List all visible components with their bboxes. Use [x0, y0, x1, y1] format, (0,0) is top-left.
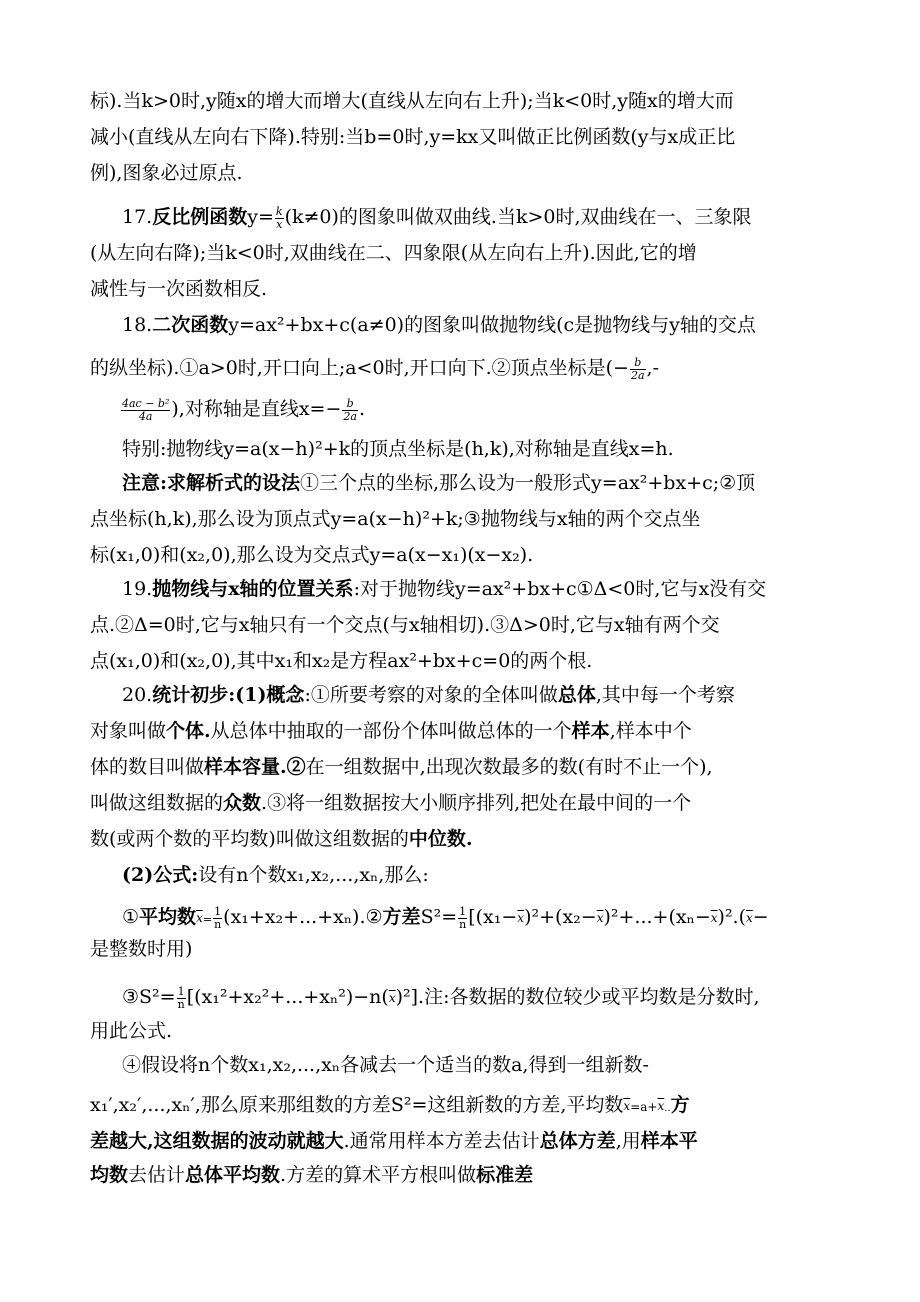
numerator: 1 [459, 904, 467, 918]
denominator: n [214, 917, 222, 931]
text: ④假设将n个数x₁,x₂,...,xₙ各减去一个适当的数a,得到一组新数- [122, 1054, 649, 1076]
special-note [122, 437, 674, 461]
section-20-line-2 [90, 719, 692, 743]
term-total: 总体 [557, 684, 596, 706]
text: )²+(x₂− [524, 906, 597, 928]
section-19-line-2 [90, 613, 720, 637]
fraction-b-over-2a [342, 398, 358, 423]
text: ,- [646, 357, 660, 379]
x-bar: $\overline{x}$ [388, 991, 396, 1005]
term-variance-larger: 方 [670, 1094, 690, 1116]
numerator: k [275, 204, 283, 218]
text: 体的数目叫做 [90, 756, 205, 778]
text: y= [247, 206, 274, 228]
formula-4-line-4 [90, 1163, 533, 1187]
text: 特别:抛物线y=a(x−h)²+k的顶点坐标是(h,k),对称轴是直线x=h. [122, 438, 674, 460]
text: ①三个点的坐标,那么设为一般形式y=ax²+bx+c;②顶 [300, 472, 756, 494]
text: 例),图象必过原点. [90, 162, 243, 184]
text: (x₁+x₂+...+xₙ).② [223, 906, 383, 928]
text: 标).当k>0时,y随x的增大而增大(直线从左向右上升);当k<0时,y随x的增大而 [90, 90, 734, 112]
numerator: b [630, 357, 646, 370]
note-line-3 [90, 543, 533, 567]
text: )²].注:各数据的数位较少或平均数是分数时, [395, 986, 760, 1008]
term-variance-larger: 差越大,这组数据的波动就越大 [90, 1130, 344, 1152]
formula-3-line-2 [90, 1019, 172, 1043]
numerator: b [342, 398, 358, 411]
denominator: n [459, 917, 467, 931]
x-bar: $\overline{x}$ [623, 1099, 631, 1113]
term-sample-mean: 均数 [90, 1164, 129, 1186]
fraction-1-over-n [213, 906, 222, 931]
text: S²= [420, 906, 458, 928]
section-20-line-1 [122, 683, 735, 707]
term-population-mean: 总体平均数 [185, 1164, 281, 1186]
paragraph-line [90, 125, 735, 149]
text: 是整数时用) [90, 938, 193, 960]
text: 减性与一次函数相反. [90, 278, 268, 300]
term-individual: 个体. [166, 720, 211, 742]
note-line-2 [90, 507, 701, 531]
section-19-line-1 [122, 577, 766, 601]
fraction-1-over-n [177, 986, 186, 1011]
denominator: 2a [630, 368, 645, 382]
term-mean: 平均数 [139, 906, 197, 928]
section-17-line-3 [90, 277, 267, 301]
x-bar: $\overline{x}$ [746, 911, 753, 925]
fraction-vertex-y [121, 398, 170, 423]
section-18-line-3 [120, 397, 365, 423]
text: ,用 [615, 1130, 641, 1152]
circled-number: ① [122, 906, 140, 928]
denominator: 2a [343, 409, 357, 423]
x-bar: $\overline{x}$ [657, 1099, 665, 1113]
fraction-b-over-2a [630, 357, 646, 382]
text: = [202, 913, 213, 926]
term-variance: 方差 [382, 906, 421, 928]
text: .方差的算术平方根叫做 [280, 1164, 477, 1186]
text: 对象叫做 [90, 720, 167, 742]
text: ),对称轴是直线x=− [171, 398, 342, 420]
term-median: 中位数. [408, 828, 473, 850]
term-population-variance: 总体方差 [539, 1130, 616, 1152]
paragraph-line [90, 89, 734, 113]
text: . [358, 398, 366, 420]
text: 点.②Δ=0时,它与x轴只有一个交点(与x轴相切).③Δ>0时,它与x轴有两个交 [90, 614, 720, 636]
formula-title: (2)公式: [122, 864, 199, 886]
x-bar: $\overline{x}$ [710, 911, 718, 925]
text: [(x₁− [468, 906, 518, 928]
text: .. [664, 1103, 671, 1114]
section-20-line-5 [90, 827, 472, 851]
formula-4-line-3 [90, 1129, 698, 1153]
text: :①所要考察的对象的全体叫做 [304, 684, 558, 706]
text: − [752, 906, 769, 928]
denominator: 4a [138, 409, 153, 423]
text: ③S²= [122, 986, 176, 1008]
term-sample-size: 样本容量.② [204, 756, 306, 778]
text: 设有n个数x₁,x₂,...,xₙ,那么: [198, 864, 429, 886]
text: )²+...+(xₙ− [603, 906, 711, 928]
section-20-line-3 [90, 755, 713, 779]
numerator: 1 [214, 904, 222, 918]
text: ,其中每一个考察 [595, 684, 735, 706]
text: 点坐标(h,k),那么设为顶点式y=a(x−h)²+k;③抛物线与x轴的两个交点坐 [90, 508, 701, 530]
text: 数(或两个数的平均数)叫做这组数据的 [90, 828, 409, 850]
section-17-line-2 [90, 241, 697, 265]
section-18-line-1 [122, 313, 756, 337]
fraction-k-over-x [275, 206, 284, 231]
text: 减小(直线从左向右下降).特别:当b=0时,y=kx又叫做正比例函数(y与x成正比 [90, 126, 736, 148]
text: 从总体中抽取的一部份个体叫做总体的一个 [210, 720, 572, 742]
text: y=ax²+bx+c(a≠0)的图象叫做抛物线(c是抛物线与y轴的交点 [228, 314, 756, 336]
section-number: 18. [122, 314, 153, 336]
term-standard-deviation: 标准差 [476, 1164, 534, 1186]
note-line-1 [122, 471, 755, 495]
section-number: 17. [122, 206, 153, 228]
denominator: x [276, 217, 283, 231]
x-bar: $\overline{x}$ [517, 911, 525, 925]
text: 在一组数据中,出现次数最多的数(有时不止一个), [305, 756, 713, 778]
fraction-1-over-n [458, 906, 467, 931]
section-20-line-4 [90, 791, 691, 815]
section-title: 抛物线与x轴的位置关系 [152, 578, 354, 600]
section-title: 二次函数 [152, 314, 229, 336]
x-bar: $\overline{x}$ [196, 911, 203, 925]
term-sample: 样本 [571, 720, 610, 742]
text: 用此公式. [90, 1020, 173, 1042]
section-title: 反比例函数 [152, 206, 248, 228]
note-title: 注意:求解析式的设法 [122, 472, 301, 494]
text: =a+ [630, 1100, 658, 1114]
numerator: 1 [177, 984, 185, 998]
text: [(x₁²+x₂²+...+xₙ²)−n( [186, 986, 389, 1008]
text: x₁′,x₂′,...,xₙ′,那么原来那组数的方差S²=这组新数的方差,平均数 [90, 1094, 624, 1116]
mean-variance-continued [90, 937, 192, 961]
text: )².( [717, 906, 747, 928]
text: .③将一组数据按大小顺序排列,把处在最中间的一个 [261, 792, 692, 814]
term-sample-mean: 样本平 [640, 1130, 698, 1152]
section-number: 20. [122, 684, 153, 706]
denominator: n [177, 997, 185, 1011]
formula-heading [122, 863, 429, 887]
section-18-line-2 [90, 356, 659, 382]
text: :对于抛物线y=ax²+bx+c①Δ<0时,它与x没有交 [353, 578, 767, 600]
formula-4-line-1 [122, 1053, 649, 1077]
mean-variance-line [122, 905, 769, 932]
section-17-line-1 [122, 205, 752, 231]
numerator: 4ac − b² [122, 396, 170, 410]
text: .通常用样本方差去估计 [343, 1130, 540, 1152]
section-19-line-3 [90, 649, 592, 673]
text: (从左向右降);当k<0时,双曲线在二、四象限(从左向右上升).因此,它的增 [90, 242, 697, 264]
paragraph-line [90, 161, 243, 185]
section-number: 19. [122, 578, 153, 600]
formula-4-line-2 [90, 1093, 690, 1121]
text: 标(x₁,0)和(x₂,0),那么设为交点式y=a(x−x₁)(x−x₂). [90, 544, 534, 566]
text: (k≠0)的图象叫做双曲线.当k>0时,双曲线在一、三象限 [284, 206, 752, 228]
section-title: 统计初步:(1)概念 [152, 684, 305, 706]
text: 叫做这组数据的 [90, 792, 224, 814]
x-bar: $\overline{x}$ [596, 911, 604, 925]
text: 去估计 [128, 1164, 186, 1186]
term-mode: 众数 [223, 792, 262, 814]
formula-3-line-1 [122, 985, 760, 1011]
text: ,样本中个 [609, 720, 692, 742]
text: 点(x₁,0)和(x₂,0),其中x₁和x₂是方程ax²+bx+c=0的两个根. [90, 650, 593, 672]
text: 的纵坐标).①a>0时,开口向上;a<0时,开口向下.②顶点坐标是(− [90, 357, 629, 379]
